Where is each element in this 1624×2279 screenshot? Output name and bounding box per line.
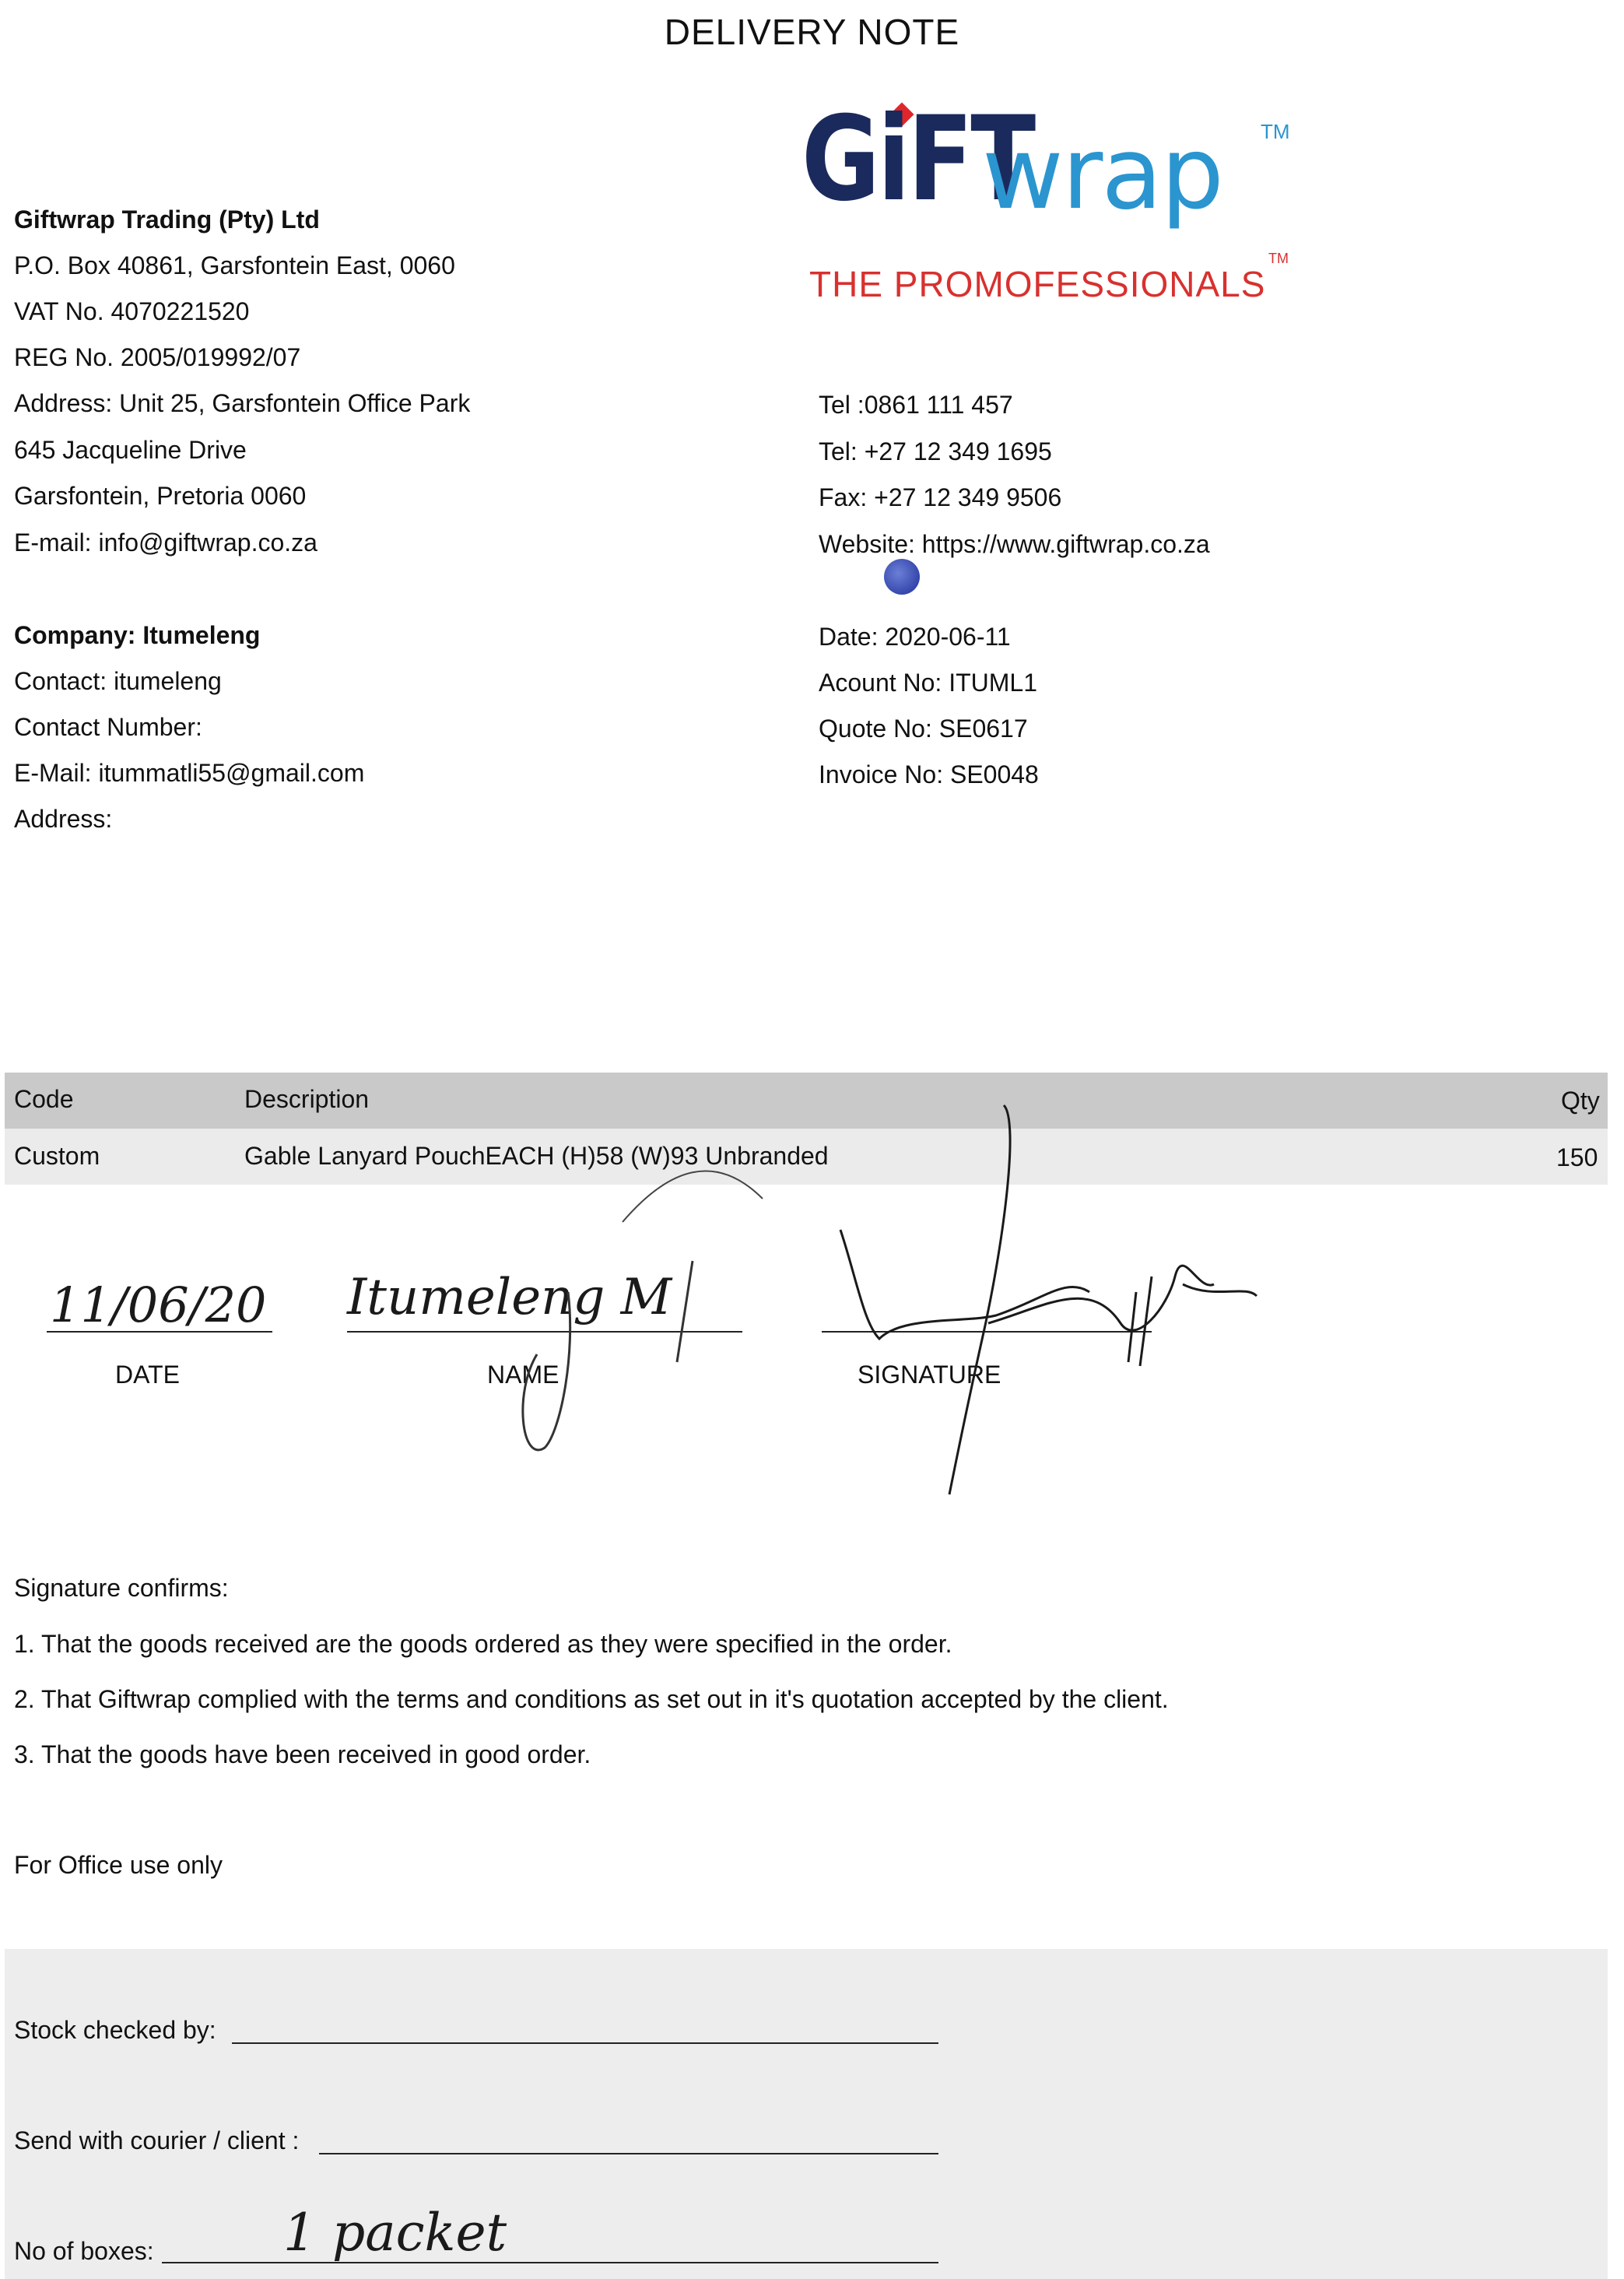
logo-word-gift: GiFT <box>801 92 1033 227</box>
supplier-address-line3: Garsfontein, Pretoria 0060 <box>14 482 307 510</box>
signature-scribble <box>809 1090 1261 1510</box>
handwritten-date: 11/06/20 <box>50 1276 267 1333</box>
office-use-panel <box>5 1949 1608 2279</box>
contact-fax: Fax: +27 12 349 9506 <box>819 483 1062 511</box>
header-code: Code <box>14 1085 74 1113</box>
supplier-reg: REG No. 2005/019992/07 <box>14 343 301 371</box>
logo-tagline: THE PROMOFESSIONALS <box>809 264 1266 304</box>
no-boxes-line[interactable] <box>162 2262 938 2263</box>
row-qty: 150 <box>1556 1143 1598 1171</box>
logo-word-wrap: wrap <box>982 116 1222 232</box>
doc-invoice-no: Invoice No: SE0048 <box>819 760 1039 788</box>
ink-blot-mark <box>884 559 920 595</box>
handwritten-name: Itumeleng M <box>347 1269 672 1326</box>
no-boxes-label: No of boxes: <box>14 2237 154 2265</box>
doc-date: Date: 2020-06-11 <box>819 623 1011 651</box>
confirmation-item: 1. That the goods received are the goods ordered as they were specified in the order. <box>14 1630 952 1658</box>
stock-checked-label: Stock checked by: <box>14 2016 216 2044</box>
supplier-name: Giftwrap Trading (Pty) Ltd <box>14 205 320 234</box>
page-title: DELIVERY NOTE <box>664 12 960 52</box>
header-description: Description <box>244 1085 370 1113</box>
logo-tm: TM <box>1261 120 1290 143</box>
doc-quote-no: Quote No: SE0617 <box>819 715 1028 743</box>
client-contact: Contact: itumeleng <box>14 667 222 695</box>
name-scribble <box>436 1136 794 1463</box>
contact-tel1: Tel :0861 111 457 <box>819 391 1013 419</box>
contact-tel2: Tel: +27 12 349 1695 <box>819 437 1052 465</box>
doc-account-no: Acount No: ITUML1 <box>819 669 1037 697</box>
client-email: E-Mail: itummatli55@gmail.com <box>14 759 365 787</box>
supplier-po-box: P.O. Box 40861, Garsfontein East, 0060 <box>14 251 455 279</box>
supplier-vat: VAT No. 4070221520 <box>14 297 250 325</box>
signature-label: SIGNATURE <box>858 1361 1001 1389</box>
logo-tagline-tm: TM <box>1268 251 1289 266</box>
name-label: NAME <box>487 1361 559 1389</box>
supplier-address-line1: Address: Unit 25, Garsfontein Office Park <box>14 389 471 417</box>
header-qty: Qty <box>1561 1087 1600 1115</box>
client-contact-number: Contact Number: <box>14 713 202 741</box>
client-company: Company: Itumeleng <box>14 621 261 649</box>
giftwrap-logo <box>801 92 1300 311</box>
confirmation-item: 2. That Giftwrap complied with the terms and conditions as set out in it's quotation accepted by the client. <box>14 1685 1169 1713</box>
row-description: Gable Lanyard PouchEACH (H)58 (W)93 Unbranded <box>244 1142 829 1170</box>
handwritten-boxes: 1 packet <box>283 2203 507 2263</box>
row-code: Custom <box>14 1142 100 1170</box>
send-with-line[interactable] <box>319 2153 938 2154</box>
office-heading: For Office use only <box>14 1851 223 1879</box>
stock-checked-line[interactable] <box>232 2042 938 2044</box>
contact-website: Website: https://www.giftwrap.co.za <box>819 530 1210 558</box>
supplier-address-line2: 645 Jacqueline Drive <box>14 436 247 464</box>
send-with-label: Send with courier / client : <box>14 2126 300 2154</box>
date-label: DATE <box>115 1361 180 1389</box>
confirmation-heading: Signature confirms: <box>14 1574 229 1602</box>
confirmation-item: 3. That the goods have been received in good order. <box>14 1740 591 1768</box>
client-address: Address: <box>14 805 113 833</box>
supplier-email: E-mail: info@giftwrap.co.za <box>14 528 317 557</box>
